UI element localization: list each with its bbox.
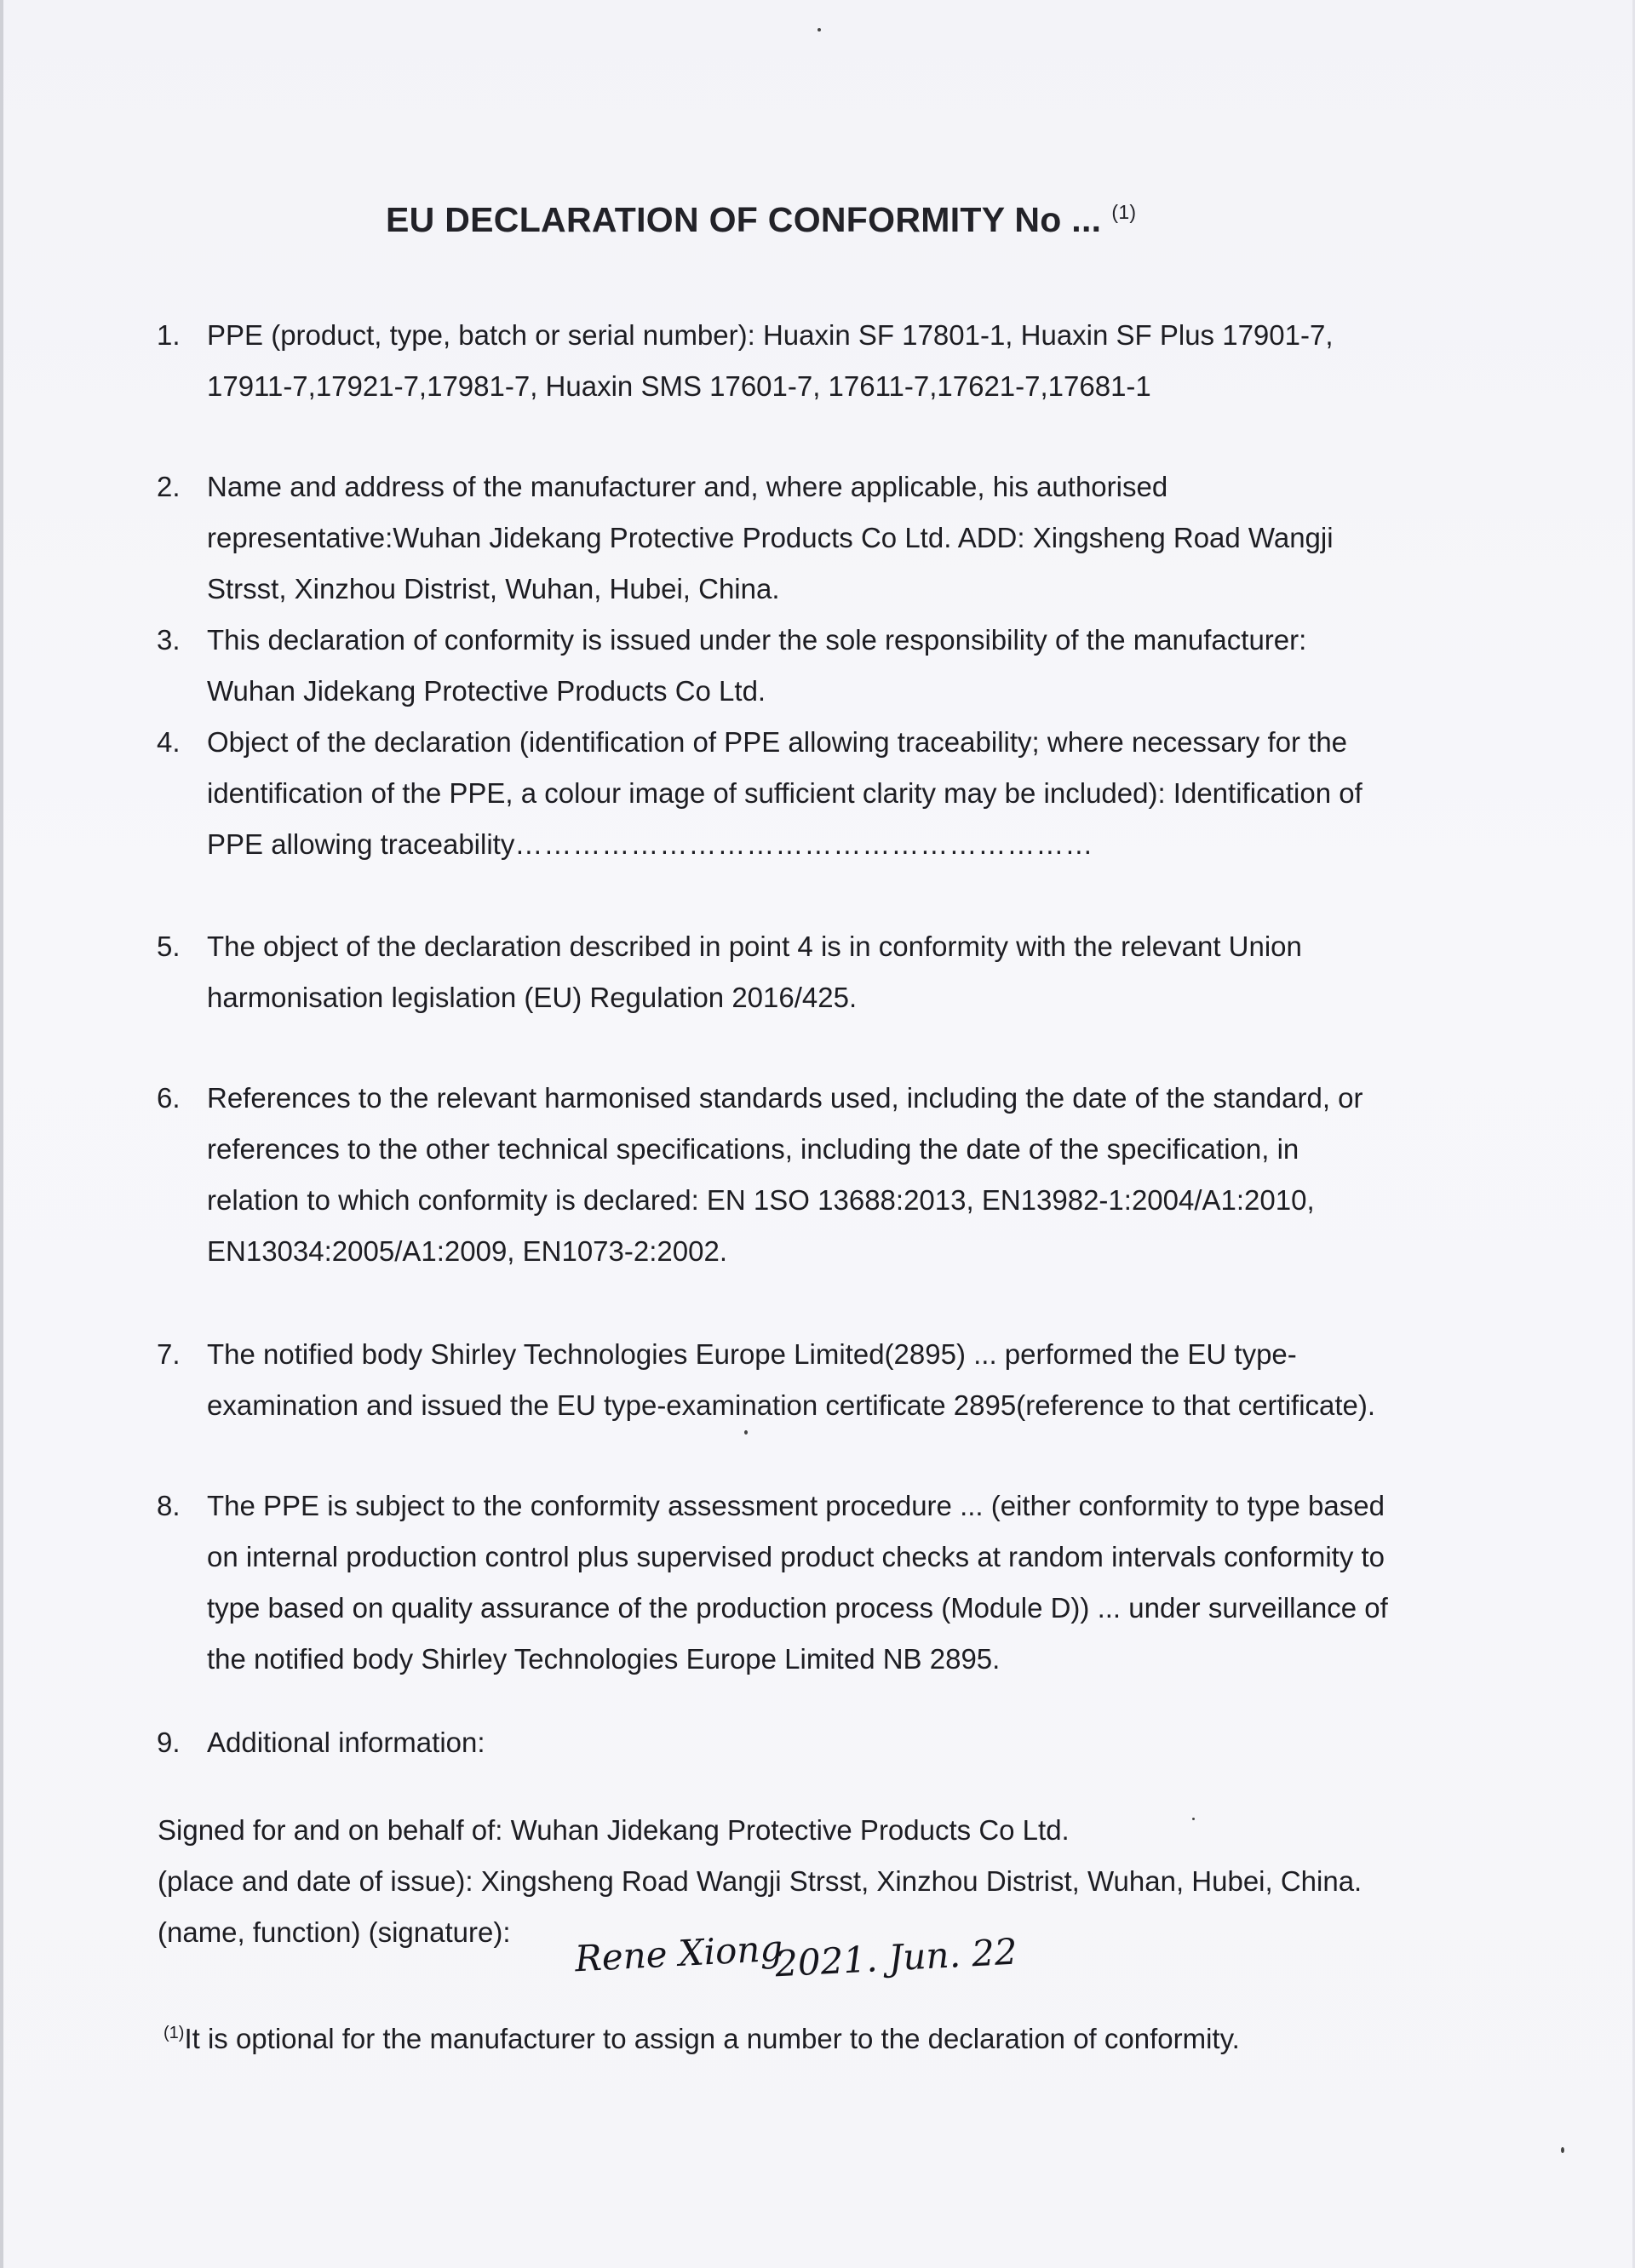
declaration-item-2 (157, 461, 1468, 615)
item-number: 8. (157, 1490, 181, 1521)
title-text: EU DECLARATION OF CONFORMITY No ... (386, 200, 1102, 239)
item-number: 2. (157, 471, 181, 502)
item-number: 1. (157, 319, 181, 351)
item-text: This declaration of conformity is issued under the sole responsibility of the manufacturer: Wuhan Jidekang Protective Products Co Ltd. (207, 624, 1307, 707)
signature-block (158, 1805, 1486, 1958)
footnote-text: It is optional for the manufacturer to assign a number to the declaration of conformity. (184, 2023, 1240, 2054)
item-text: PPE (product, type, batch or serial number): Huaxin SF 17801-1, Huaxin SF Plus 17901-7, 17911-7,17921-7,17981-7, Huaxin SMS 17601-7, 17611-7,17621-7,17681-1 (207, 319, 1334, 402)
fill-in-dots: …………………………………………………… (514, 828, 1094, 860)
place-date-line: (place and date of issue): Xingsheng Road Wangji Strsst, Xinzhou Distrist, Wuhan, Hubei, China. (158, 1865, 1362, 1897)
footnote-marker: (1) (164, 2024, 185, 2042)
item-number: 4. (157, 726, 181, 758)
item-number: 7. (157, 1338, 181, 1370)
scan-left-edge (0, 0, 3, 2268)
item-number: 5. (157, 931, 181, 962)
item-text: References to the relevant harmonised standards used, including the date of the standard, or references to the other technical specifications, including the date of the specification, in relation to which conformity is declared: EN 1SO 13688:2013, EN13982-1:2004/A1:2010, EN13034:2005/A1:2009, EN1073-2:2002. (207, 1082, 1363, 1267)
scan-speck (818, 28, 821, 32)
declaration-item-9 (157, 1717, 1468, 1768)
item-text: Additional information: (207, 1727, 485, 1758)
declaration-item-7 (157, 1329, 1468, 1431)
name-function-line: (name, function) (signature): (158, 1916, 511, 1948)
title-footnote-ref: (1) (1111, 201, 1137, 224)
handwritten-signature: Rene Xiong (573, 1927, 784, 1980)
scan-speck (1561, 2147, 1564, 2153)
item-number: 6. (157, 1082, 181, 1114)
handwritten-date: 2021. Jun. 22 (773, 1930, 1018, 1985)
item-text: The PPE is subject to the conformity assessment procedure ... (either conformity to type based on internal production control plus supervised product checks at random intervals conformity to type based on quality assurance of the production process (Module D)) ... under surveillance of the notified body Shirley Technologies Europe Limited NB 2895. (207, 1490, 1388, 1675)
page-title (386, 200, 1136, 240)
item-text: The notified body Shirley Technologies Europe Limited(2895) ... performed the EU type- examination and issued the EU type-examination certificate 2895(reference to that certificate). (207, 1338, 1376, 1421)
footnote (164, 2007, 1240, 2065)
declaration-item-6 (157, 1073, 1468, 1277)
item-number: 3. (157, 624, 181, 656)
declaration-item-3 (157, 615, 1468, 717)
declaration-item-8 (157, 1480, 1468, 1685)
signed-for-line: Signed for and on behalf of: Wuhan Jidekang Protective Products Co Ltd. (158, 1814, 1070, 1846)
declaration-item-4 (157, 717, 1468, 870)
item-number: 9. (157, 1727, 181, 1758)
declaration-item-1 (157, 310, 1468, 412)
item-text: The object of the declaration described in point 4 is in conformity with the relevant Union harmonisation legislation (EU) Regulation 2016/425. (207, 931, 1302, 1013)
scan-speck (1192, 1818, 1195, 1820)
scan-speck (744, 1430, 748, 1435)
declaration-item-5 (157, 921, 1468, 1023)
item-text: Name and address of the manufacturer and, where applicable, his authorised representative:Wuhan Jidekang Protective Products Co Ltd. ADD: Xingsheng Road Wangji Strsst, Xinzhou Distrist, Wuhan, Hubei, China. (207, 471, 1334, 604)
item-text: Object of the declaration (identification of PPE allowing traceability; where necessary for the identification of the PPE, a colour image of sufficient clarity may be included): Identification of PPE allowing traceability (207, 726, 1362, 860)
